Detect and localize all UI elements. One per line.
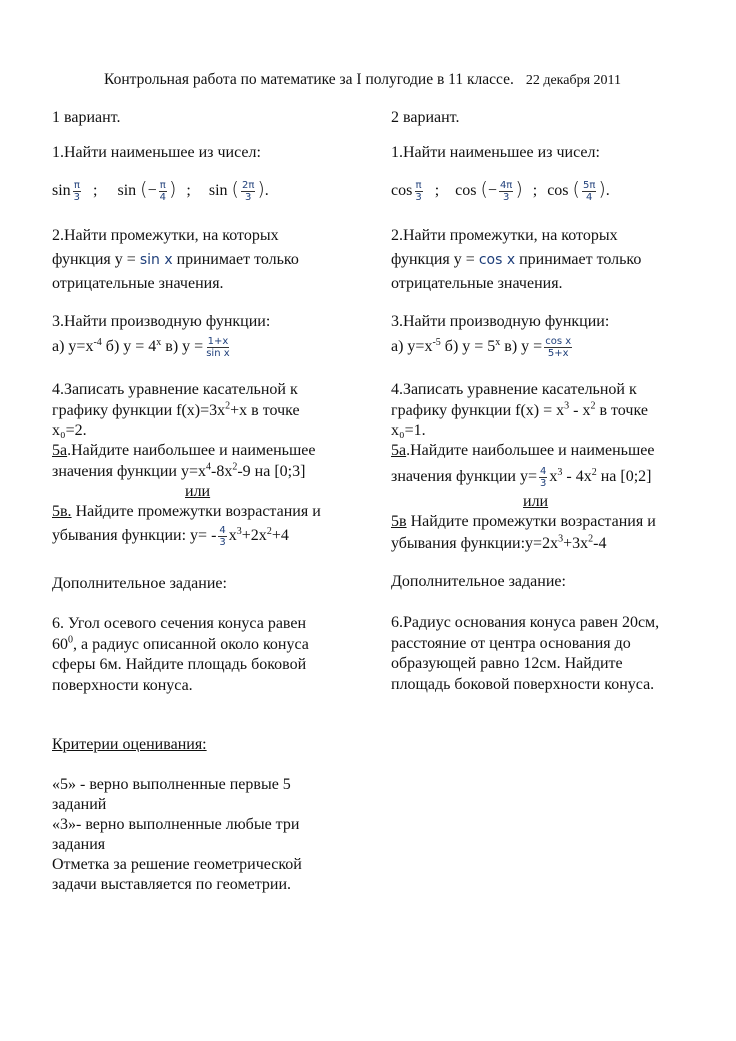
v1-task1-text: 1.Найти наименьшее из чисел: [52, 144, 261, 161]
v1-task4-line1: 4.Записать уравнение касательной к [52, 381, 298, 398]
v2-task6-line3: образующей равно 12см. Найдите [391, 655, 623, 672]
criteria-3-line2: задания [52, 836, 106, 853]
v2-task6-line4: площадь боковой поверхности конуса. [391, 676, 655, 693]
v2-task4-line2: графику функции $f(x) = x^3 - x^2$ в точке [391, 400, 648, 419]
date-text: 22 декабря 2011 [525, 73, 622, 88]
v2-extra-title: Дополнительное задание: [391, 573, 566, 590]
v1-task4-line3: x₀=2. [52, 422, 87, 439]
v1-or-text: или [185, 483, 211, 500]
v1-task5b-line2: убывания функции: у= - $\frac{4}{3}$ $х^3+2х^2+4$ [52, 525, 289, 548]
v1-task5a-line2: значения функции $у=х^4-8х^2-9$ на [0;3] [52, 461, 306, 480]
v2-task2-line3: отрицательные значения. [391, 275, 563, 292]
v1-task2-line1: 2.Найти промежутки, на которых [52, 227, 279, 244]
v2-task3-parts: а) $у=х^{-5}$ б) $у = 5^x$ в) у = $\frac{\text{cos x}}{5+x}$ [391, 336, 572, 359]
v1-task6-line1: 6. Угол осевого сечения конуса равен [52, 615, 307, 632]
v1-task6-line3: сферы 6м. Найдите площадь боковой [52, 656, 307, 673]
v2-task2-line2: функция у = cos x принимает только [391, 251, 642, 268]
v1-task2-line2: функция у = sin x принимает только [52, 251, 299, 268]
v2-task4-line1: 4.Записать уравнение касательной к [391, 381, 637, 398]
v2-task4-line3: x₀=1. [391, 422, 426, 439]
v2-task5b-line1: 5в Найдите промежутки возрастания и [391, 513, 656, 530]
v2-task5b-line2: убывания $функции:у=2х^3+3х^2-4$ [391, 533, 607, 552]
v1-task5a-line1: 5а.Найдите наибольшее и наименьшее [52, 442, 316, 459]
criteria-geo-line1: Отметка за решение геометрической [52, 856, 302, 873]
criteria-title: Критерии оценивания: [52, 736, 207, 753]
v1-task3-text: 3.Найти производную функции: [52, 313, 271, 330]
v1-task6-line2: $60^0$, а радиус описанной около конуса [52, 634, 309, 653]
criteria-geo-line2: задачи выставляется по геометрии. [52, 876, 292, 893]
v2-task1-expression: cos $\frac{\pi}{3}$ ; cos (− $\frac{4\pi}{3}$ ) ; cos ( $\frac{5\pi}{4}$ ). [391, 178, 610, 203]
v1-task6-line4: поверхности конуса. [52, 677, 193, 694]
criteria-3-line1: «3»- верно выполненные любые три [52, 816, 300, 833]
v2-task5a-line2: значения функции у= $\frac{4}{3}$ $х^3 - 4х^2$ на [0;2] [391, 466, 652, 489]
v2-task6-line1: 6.Радиус основания конуса равен 20см, [391, 614, 660, 631]
v2-task3-text: 3.Найти производную функции: [391, 313, 610, 330]
variant-2-title: 2 вариант. [391, 109, 460, 126]
v1-task5b-line1: 5в. Найдите промежутки возрастания и [52, 503, 321, 520]
v2-task6-line2: расстояние от центра основания до [391, 635, 631, 652]
v1-task3-parts: а) $у=х^{-4}$ б) $у = 4^x$ в) у = $\frac{1+x}{\text{sin x}}$ [52, 336, 230, 359]
v1-task4-line2: графику функции $f(x)=3x^2+x$ в точке [52, 400, 300, 419]
variant-1-title: 1 вариант. [52, 109, 121, 126]
v2-task1-text: 1.Найти наименьшее из чисел: [391, 144, 600, 161]
page-title [104, 70, 621, 90]
criteria-5-line2: заданий [52, 796, 107, 813]
v1-extra-title: Дополнительное задание: [52, 575, 227, 592]
v2-or-text: или [523, 493, 549, 510]
criteria-5-line1: «5» - верно выполненные первые 5 [52, 776, 291, 793]
v1-task2-line3: отрицательные значения. [52, 275, 224, 292]
v2-task5a-line1: 5а.Найдите наибольшее и наименьшее [391, 442, 655, 459]
v2-task2-line1: 2.Найти промежутки, на которых [391, 227, 618, 244]
v1-task1-expression: sin $\frac{\pi}{3}$ ; sin (− $\frac{\pi}{4}$ ) ; sin ( $\frac{2\pi}{3}$ ). [52, 178, 269, 203]
title-text: Контрольная работа по математике за I полугодие в 11 классе. [104, 71, 514, 88]
